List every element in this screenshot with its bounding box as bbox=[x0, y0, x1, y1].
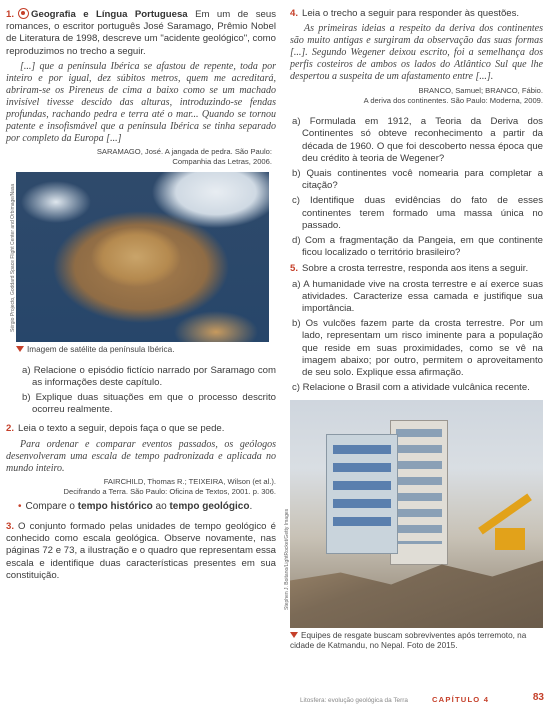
source-line-2: Companhia das Letras, 2006. bbox=[172, 156, 272, 166]
list-item: d) Com a fragmentação da Pangeia, em que continente ficou localizado o território brasileiro? bbox=[292, 235, 543, 259]
list-item: b) Os vulcões fazem parte da crosta terrestre. Por um lado, representam um risco iminente para a população que reside em suas proximidades, como se vê na imagem abaixo; por outro, permitem o aproveitamento de seu solo. Explique essa afirmação. bbox=[292, 318, 543, 379]
subject-label: Geografia e Língua Portuguesa bbox=[31, 9, 188, 20]
list-item: a) Formulada em 1912, a Teoria da Deriva dos Continentes só obteve reconhecimento a partir da década de 1960. O que foi descoberto nessa época que deu crédito à teoria de Wegener? bbox=[292, 116, 543, 164]
question-intro: Sobre a crosta terrestre, responda aos itens a seguir. bbox=[302, 263, 529, 275]
source-line-1: FAIRCHILD, Thomas R.; TEIXEIRA, Wilson (et al.). bbox=[103, 476, 276, 486]
question-1 bbox=[6, 8, 276, 58]
source-line-2: Decifrando a Terra. São Paulo: Oficina de Textos, 2001. p. 306. bbox=[63, 486, 276, 496]
compare-task: • Compare o tempo histórico ao tempo geológico. bbox=[6, 501, 276, 513]
question-intro: Em um de seus romances, o escritor português José Saramago, Prêmio Nobel de Literatura de 1998, descreve um "acidente geológico", como reproduzimos no trecho a seguir. bbox=[6, 9, 276, 57]
photo-caption: Equipes de resgate buscam sobreviventes após terremoto, na cidade de Katmandu, no Nepal. Foto de 2015. bbox=[290, 631, 543, 651]
list-item: b) Quais continentes você nomearia para completar a citação? bbox=[292, 168, 543, 192]
question-5-items bbox=[290, 279, 543, 395]
question-4 bbox=[290, 8, 543, 20]
satellite-caption: Imagem de satélite da península Ibérica. bbox=[16, 345, 276, 355]
building-shape bbox=[390, 420, 448, 565]
question-intro: Leia o trecho a seguir para responder às questões. bbox=[302, 8, 520, 19]
excavator-shape bbox=[465, 480, 535, 550]
saramago-quote: [...] que a península Ibérica se afastou de repente, toda por inteiro e por igual, dez súbitos metros, quem me acreditará, abriram-se os Pireneus de cima a baixo como se um machado invisível tivesse descido das alturas, introduzindo-se fendas profundas, rachando pedra e terra até o mar... Quando se tornou patente e insofismável que a península Ibérica se tinha separado por completo da Europa [...] bbox=[6, 60, 276, 144]
right-column bbox=[284, 8, 544, 651]
list-item: c) Identifique duas evidências do fato de esses continentes terem formado uma massa única no passado. bbox=[292, 195, 543, 231]
source-line-2: A deriva dos continentes. São Paulo: Moderna, 2009. bbox=[363, 96, 543, 106]
question-4-items bbox=[290, 116, 543, 259]
page-footer bbox=[300, 692, 544, 706]
quote-source bbox=[290, 86, 543, 106]
page-number: 83 bbox=[532, 692, 544, 703]
satellite-image bbox=[16, 172, 269, 342]
question-5 bbox=[290, 263, 543, 275]
question-2 bbox=[6, 423, 276, 435]
source-line-1: SARAMAGO, José. A jangada de pedra. São Paulo: bbox=[96, 146, 272, 156]
question-number: 4. bbox=[290, 8, 299, 19]
building-shape bbox=[326, 434, 398, 554]
list-item: b) Explique duas situações em que o processo descrito ocorreu realmente. bbox=[22, 392, 277, 416]
satellite-figure bbox=[10, 172, 276, 355]
photo-credit: Stephen J. Boitano/LightRocket/Getty Images bbox=[284, 509, 290, 611]
quote-source bbox=[6, 147, 272, 167]
question-3 bbox=[6, 521, 276, 582]
source-line-1: BRANCO, Samuel; BRANCO, Fábio. bbox=[418, 86, 543, 96]
question-text: O conjunto formado pelas unidades de tempo geológico é conhecido como escala geológica. Observe novamente, nas páginas 72 e 73, a ilustração e o quadro que representam essa escala e identifique duas características presentes em sua constituição. bbox=[6, 521, 276, 581]
quote-source bbox=[6, 477, 276, 497]
earthquake-figure bbox=[284, 400, 543, 651]
question-number: 1. bbox=[6, 9, 15, 20]
chapter-label: CAPÍTULO 4 bbox=[432, 695, 490, 704]
branco-quote: As primeiras ideias a respeito da deriva dos continentes são muito antigas e surgiram da observação das suas formas [...]. Segundo Wegener deixou escrito, foi a semelhança dos perfis costeiros de ambos os lados do Atlântico Sul que lhe despertou a suspeita de um afastamento entre [...]. bbox=[290, 23, 543, 83]
interdisciplinary-icon bbox=[18, 8, 29, 19]
question-number: 3. bbox=[6, 521, 15, 533]
earthquake-photo bbox=[290, 400, 543, 628]
list-item: a) A humanidade vive na crosta terrestre e aí exerce suas atividades. Caracterize essa camada e justifique sua importância. bbox=[292, 278, 544, 315]
list-item: a) Relacione o episódio fictício narrado por Saramago com as informações deste capítulo. bbox=[22, 364, 276, 389]
list-item: c) Relacione o Brasil com a atividade vulcânica recente. bbox=[292, 382, 530, 394]
footer-label: Litosfera: evolução geológica da Terra bbox=[300, 697, 408, 704]
image-credit: Sérgio Projecto, Goddard Space Flight Center and Orbimage/Nasa bbox=[10, 183, 16, 332]
question-number: 2. bbox=[6, 422, 15, 434]
question-number: 5. bbox=[290, 263, 299, 275]
left-column bbox=[6, 8, 276, 582]
question-intro: Leia o texto a seguir, depois faça o que se pede. bbox=[18, 422, 225, 434]
fairchild-quote: Para ordenar e comparar eventos passados, os geólogos desenvolveram uma escala de tempo padronizada e aplicada no mundo inteiro. bbox=[6, 438, 276, 474]
question-1-items bbox=[6, 365, 276, 417]
